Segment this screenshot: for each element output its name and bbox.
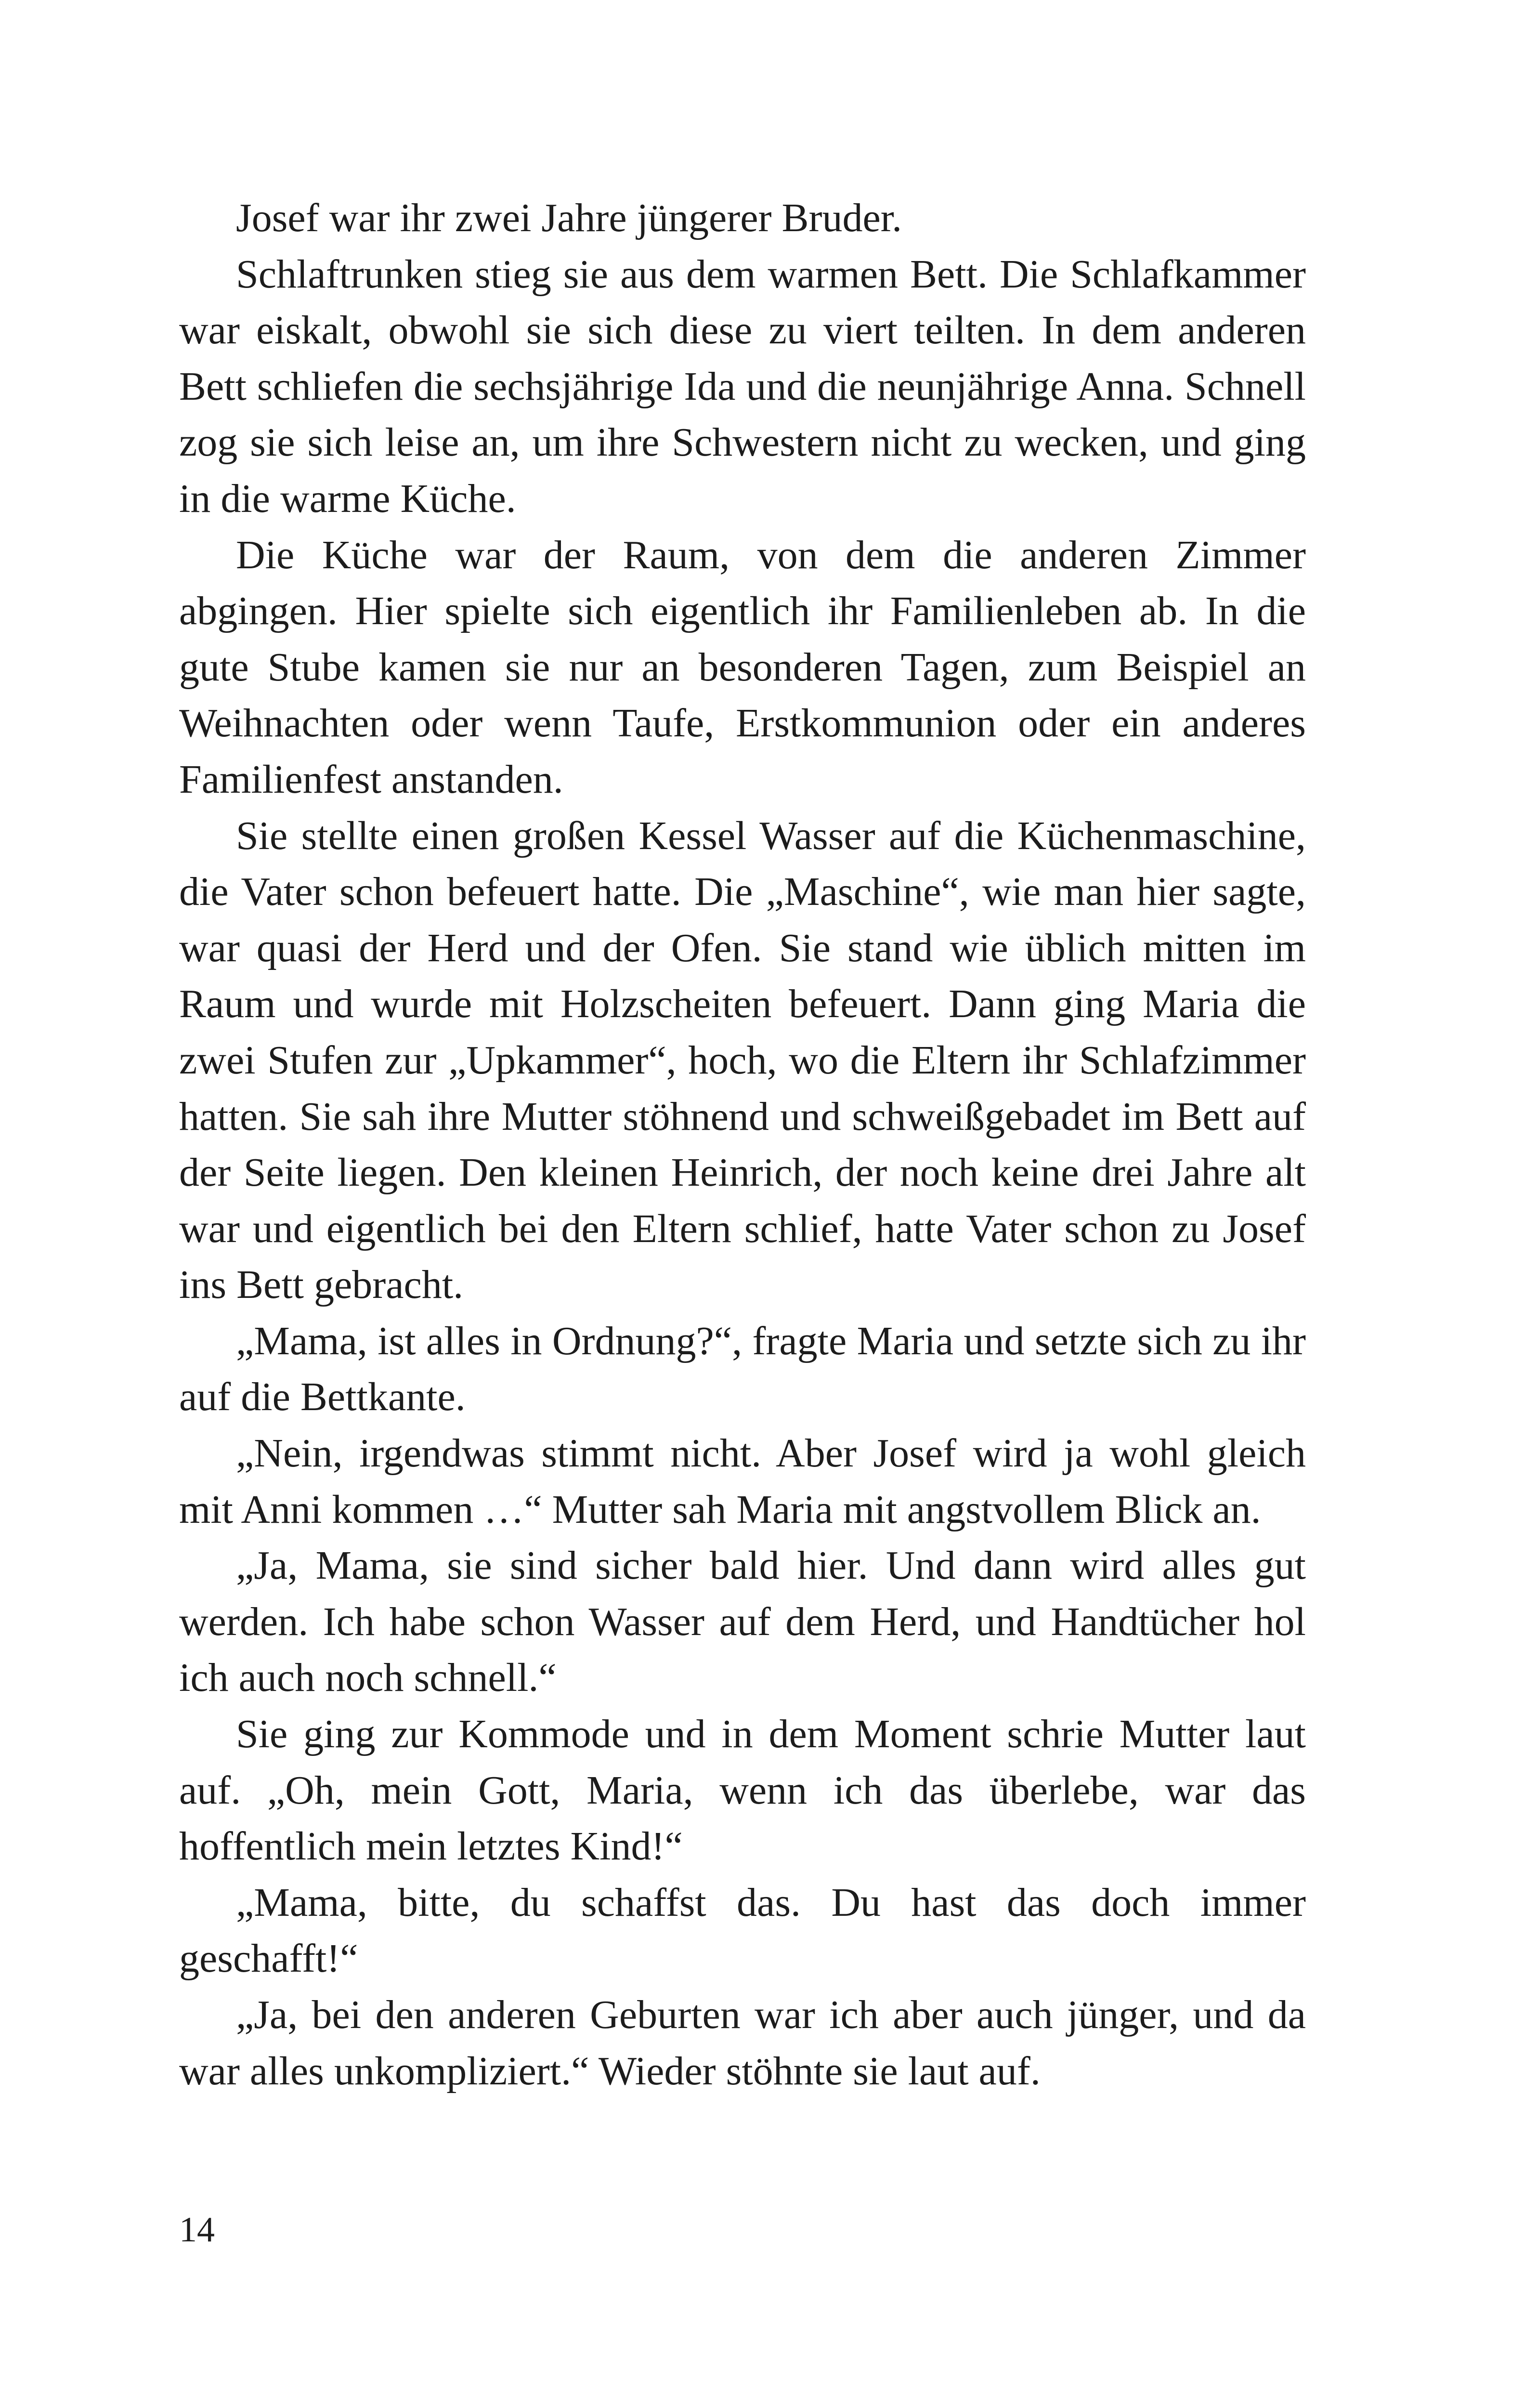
paragraph-10: „Ja, bei den anderen Geburten war ich aber auch jünger, und da war alles unkompliziert.“ Wieder stöhnte sie laut auf. <box>179 1992 1306 2094</box>
paragraph-5: „Mama, ist alles in Ordnung?“, fragte Maria und setzte sich zu ihr auf die Bettkante. <box>179 1318 1306 1420</box>
body-text <box>179 190 1306 2099</box>
paragraph-2: Schlaftrunken stieg sie aus dem warmen Bett. Die Schlafkammer war eiskalt, obwohl sie sich diese zu viert teilten. In dem anderen Bett schliefen die sechsjährige Ida und die neunjährige Anna. Schnell zog sie sich leise an, um ihre Schwestern nicht zu wecken, und ging in die warme Küche. <box>179 251 1306 521</box>
paragraph-6: „Nein, irgendwas stimmt nicht. Aber Josef wird ja wohl gleich mit Anni kommen …“ Mutter sah Maria mit angstvollem Blick an. <box>179 1431 1306 1532</box>
paragraph-9: „Mama, bitte, du schaffst das. Du hast das doch immer geschafft!“ <box>179 1880 1306 1981</box>
paragraph-3: Die Küche war der Raum, von dem die anderen Zimmer abgingen. Hier spielte sich eigentlich ihr Familienleben ab. In die gute Stube kamen sie nur an besonderen Tagen, zum Beispiel an Weihnachten oder wenn Taufe, Erstkommunion oder ein anderes Familienfest anstanden. <box>179 532 1306 802</box>
paragraph-8: Sie ging zur Kommode und in dem Moment schrie Mutter laut auf. „Oh, mein Gott, Maria, wenn ich das überlebe, war das hoffentlich mein letztes Kind!“ <box>179 1712 1306 1869</box>
paragraph-1: Josef war ihr zwei Jahre jüngerer Bruder. <box>236 196 902 240</box>
paragraph-7: „Ja, Mama, sie sind sicher bald hier. Und dann wird alles gut werden. Ich habe schon Wasser auf dem Herd, und Handtücher hol ich auch noch schnell.“ <box>179 1543 1306 1701</box>
page-number: 14 <box>179 2210 215 2250</box>
paragraph-4: Sie stellte einen großen Kessel Wasser auf die Küchenmaschine, die Vater schon befeuert hatte. Die „Maschine“, wie man hier sagte, war quasi der Herd und der Ofen. Sie stand wie üblich mitten im Raum und wurde mit Holzscheiten befeuert. Dann ging Maria die zwei Stufen zur „Upkammer“, hoch, wo die Eltern ihr Schlafzimmer hatten. Sie sah ihre Mutter stöhnend und schweißgebadet im Bett auf der Seite liegen. Den kleinen Heinrich, der noch keine drei Jahre alt war und eigentlich bei den Eltern schlief, hatte Vater schon zu Josef ins Bett gebracht. <box>179 813 1306 1308</box>
